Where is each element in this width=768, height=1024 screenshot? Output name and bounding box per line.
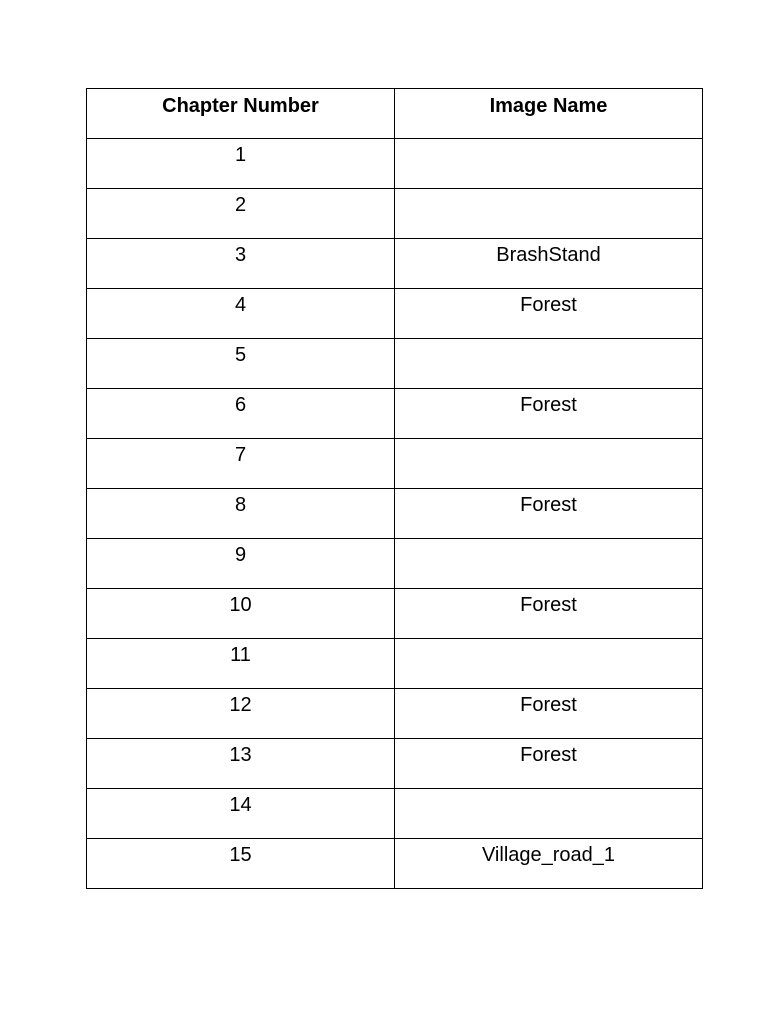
chapter-number-cell: 2 bbox=[87, 189, 395, 239]
chapter-number-cell: 9 bbox=[87, 539, 395, 589]
table-row bbox=[87, 589, 703, 639]
image-name-cell bbox=[395, 189, 703, 239]
image-name-cell bbox=[395, 439, 703, 489]
table-row bbox=[87, 439, 703, 489]
chapter-number-cell: 5 bbox=[87, 339, 395, 389]
table-row bbox=[87, 339, 703, 389]
chapter-number-cell: 4 bbox=[87, 289, 395, 339]
table-row bbox=[87, 189, 703, 239]
chapter-number-cell: 3 bbox=[87, 239, 395, 289]
table-row bbox=[87, 139, 703, 189]
chapter-number-cell: 12 bbox=[87, 689, 395, 739]
image-name-cell bbox=[395, 789, 703, 839]
table-row bbox=[87, 389, 703, 439]
table-row bbox=[87, 489, 703, 539]
image-name-cell: Forest bbox=[395, 289, 703, 339]
table-row bbox=[87, 789, 703, 839]
image-name-cell: Village_road_1 bbox=[395, 839, 703, 889]
image-name-cell bbox=[395, 139, 703, 189]
chapter-number-cell: 7 bbox=[87, 439, 395, 489]
chapter-number-cell: 10 bbox=[87, 589, 395, 639]
image-name-cell: Forest bbox=[395, 589, 703, 639]
image-name-cell: Forest bbox=[395, 739, 703, 789]
table-row bbox=[87, 539, 703, 589]
chapter-number-cell: 6 bbox=[87, 389, 395, 439]
image-name-cell: Forest bbox=[395, 389, 703, 439]
image-name-cell bbox=[395, 539, 703, 589]
table-row bbox=[87, 239, 703, 289]
chapter-number-cell: 8 bbox=[87, 489, 395, 539]
table-row bbox=[87, 739, 703, 789]
image-name-cell bbox=[395, 639, 703, 689]
chapter-number-cell: 11 bbox=[87, 639, 395, 689]
image-name-cell bbox=[395, 339, 703, 389]
header-chapter-number: Chapter Number bbox=[87, 89, 395, 139]
table-row bbox=[87, 289, 703, 339]
chapter-number-cell: 1 bbox=[87, 139, 395, 189]
image-name-cell: Forest bbox=[395, 689, 703, 739]
image-name-cell: Forest bbox=[395, 489, 703, 539]
table-row bbox=[87, 839, 703, 889]
image-name-cell: BrashStand bbox=[395, 239, 703, 289]
chapter-number-cell: 13 bbox=[87, 739, 395, 789]
table-header-row bbox=[87, 89, 703, 139]
chapter-number-cell: 15 bbox=[87, 839, 395, 889]
chapter-image-table bbox=[86, 88, 703, 889]
chapter-number-cell: 14 bbox=[87, 789, 395, 839]
table-row bbox=[87, 639, 703, 689]
header-image-name: Image Name bbox=[395, 89, 703, 139]
table-row bbox=[87, 689, 703, 739]
